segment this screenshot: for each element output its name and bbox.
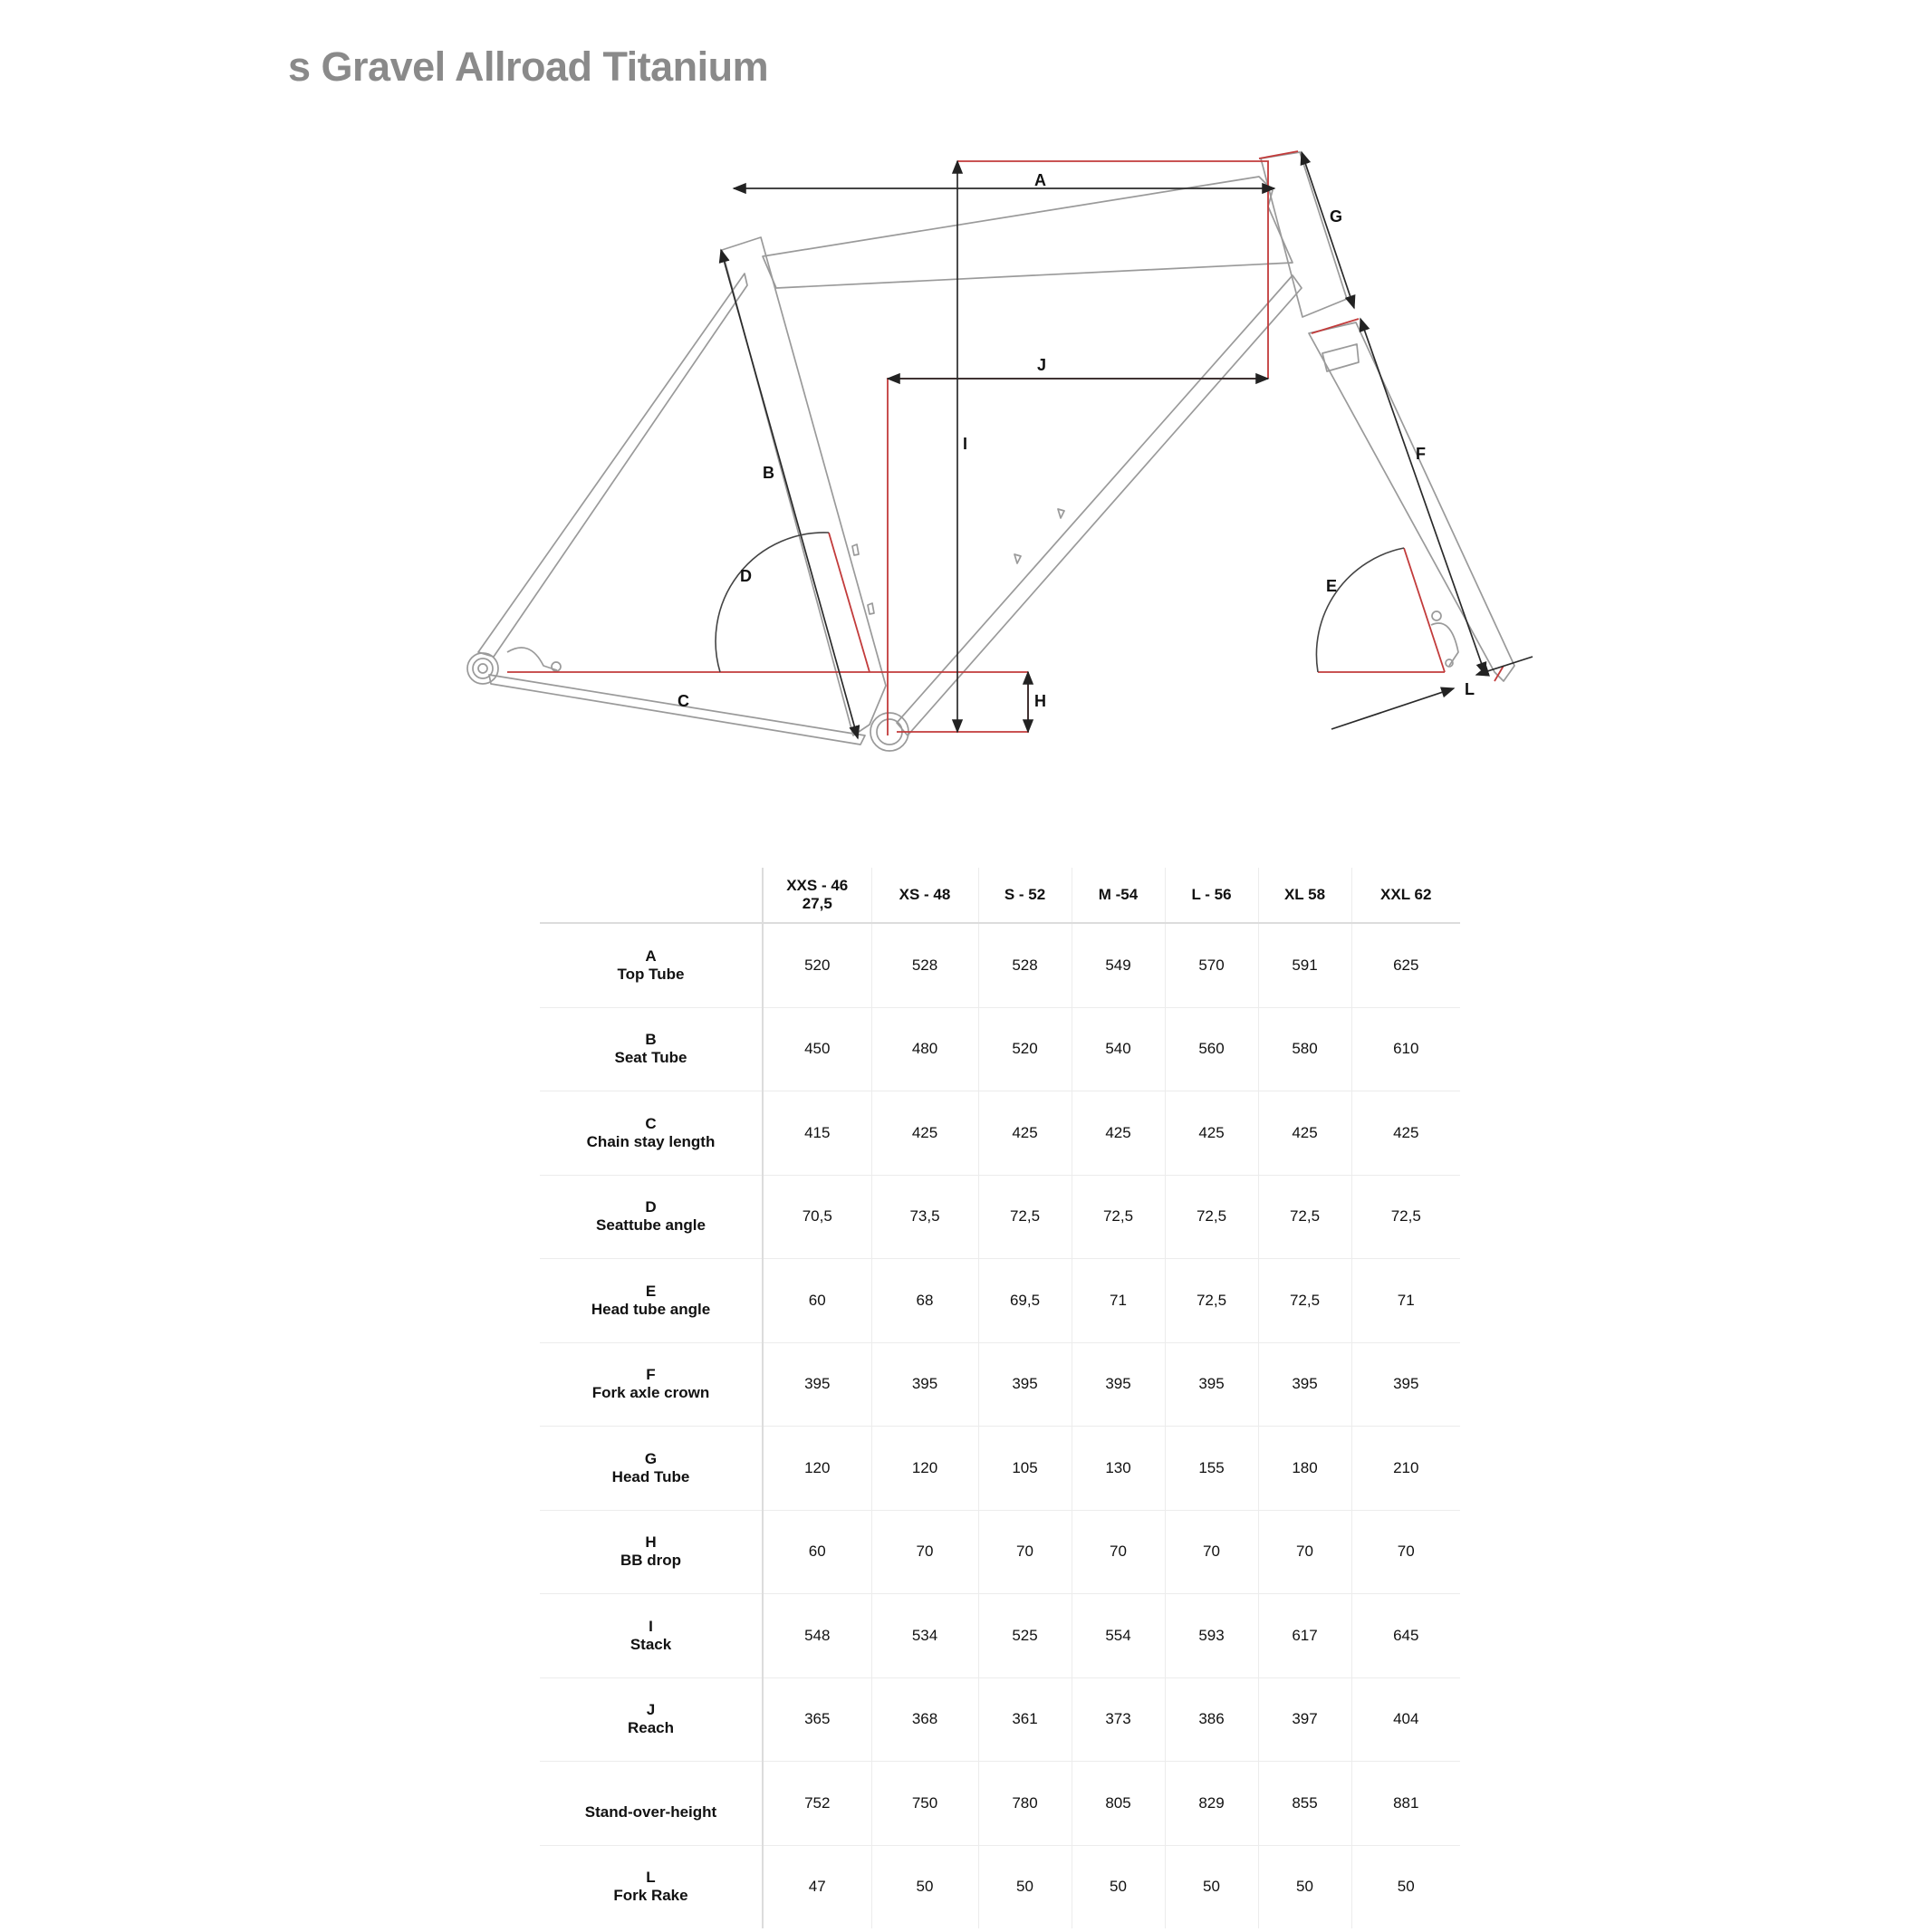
table-cell: 70 (978, 1510, 1072, 1594)
table-cell: 50 (1072, 1845, 1165, 1928)
table-cell: 72,5 (1165, 1175, 1258, 1259)
table-cell: 480 (871, 1007, 978, 1091)
row-name: Seat Tube (614, 1049, 687, 1067)
table-cell: 105 (978, 1427, 1072, 1511)
row-letter: C (645, 1114, 657, 1132)
size-header: M -54 (1072, 868, 1165, 923)
table-cell: 540 (1072, 1007, 1165, 1091)
table-cell: 404 (1351, 1677, 1460, 1762)
row-label (540, 1259, 763, 1343)
table-cell: 805 (1072, 1762, 1165, 1846)
table-cell: 50 (871, 1845, 978, 1928)
table-cell: 70 (1165, 1510, 1258, 1594)
size-header: L - 56 (1165, 868, 1258, 923)
table-cell: 425 (871, 1091, 978, 1176)
table-cell: 70 (1072, 1510, 1165, 1594)
row-letter: H (645, 1533, 657, 1552)
table-cell: 361 (978, 1677, 1072, 1762)
table-row (540, 1594, 1460, 1678)
label-g: G (1330, 207, 1343, 226)
table-row (540, 1510, 1460, 1594)
table-cell: 70 (871, 1510, 978, 1594)
row-label (540, 1007, 763, 1091)
table-cell: 72,5 (1258, 1259, 1351, 1343)
row-name: Head tube angle (591, 1300, 711, 1318)
table-cell: 69,5 (978, 1259, 1072, 1343)
table-cell: 617 (1258, 1594, 1351, 1678)
table-cell: 534 (871, 1594, 978, 1678)
table-cell: 373 (1072, 1677, 1165, 1762)
size-header: XXS - 46 27,5 (763, 868, 871, 923)
reference-lines (507, 151, 1504, 735)
table-cell: 210 (1351, 1427, 1460, 1511)
table-cell: 397 (1258, 1677, 1351, 1762)
label-h: H (1034, 692, 1046, 710)
table-cell: 752 (763, 1762, 871, 1846)
row-letter: I (649, 1617, 653, 1635)
table-cell: 520 (763, 923, 871, 1007)
row-letter: E (645, 1282, 657, 1300)
table-cell: 780 (978, 1762, 1072, 1846)
row-letter: A (645, 947, 657, 965)
table-row (540, 923, 1460, 1007)
table-cell: 554 (1072, 1594, 1165, 1678)
table-cell: 625 (1351, 923, 1460, 1007)
table-cell: 155 (1165, 1427, 1258, 1511)
size-header: XL 58 (1258, 868, 1351, 923)
table-cell: 68 (871, 1259, 978, 1343)
table-cell: 50 (1258, 1845, 1351, 1928)
table-cell: 395 (1072, 1342, 1165, 1427)
row-label (540, 1762, 763, 1846)
table-cell: 50 (1351, 1845, 1460, 1928)
table-cell: 70 (1258, 1510, 1351, 1594)
table-cell: 560 (1165, 1007, 1258, 1091)
row-label (540, 1342, 763, 1427)
table-cell: 72,5 (1258, 1175, 1351, 1259)
table-row (540, 1342, 1460, 1427)
row-name: Head Tube (611, 1467, 690, 1485)
table-cell: 548 (763, 1594, 871, 1678)
frame-drawing (453, 136, 1585, 770)
row-letter: J (646, 1701, 656, 1719)
table-cell: 591 (1258, 923, 1351, 1007)
table-cell: 70 (1351, 1510, 1460, 1594)
table-row (540, 1091, 1460, 1176)
table-row (540, 1677, 1460, 1762)
geometry-table (540, 868, 1460, 1928)
table-cell: 73,5 (871, 1175, 978, 1259)
table-cell: 425 (1351, 1091, 1460, 1176)
table-cell: 72,5 (978, 1175, 1072, 1259)
table-cell: 549 (1072, 923, 1165, 1007)
table-row (540, 1175, 1460, 1259)
label-d: D (740, 567, 752, 585)
row-name: Chain stay length (586, 1132, 716, 1150)
table-cell: 71 (1351, 1259, 1460, 1343)
table-cell: 593 (1165, 1594, 1258, 1678)
row-name: BB drop (620, 1552, 682, 1570)
size-header-row (540, 868, 1460, 923)
table-cell: 47 (763, 1845, 871, 1928)
label-l: L (1465, 680, 1475, 698)
row-label (540, 1845, 763, 1928)
table-cell: 881 (1351, 1762, 1460, 1846)
table-cell: 425 (1165, 1091, 1258, 1176)
row-name: Stand-over-height (584, 1802, 717, 1821)
row-name: Fork axle crown (591, 1384, 710, 1402)
table-cell: 50 (1165, 1845, 1258, 1928)
table-cell: 60 (763, 1259, 871, 1343)
table-cell: 72,5 (1072, 1175, 1165, 1259)
size-header: S - 52 (978, 868, 1072, 923)
table-row (540, 1007, 1460, 1091)
table-row (540, 1845, 1460, 1928)
table-cell: 386 (1165, 1677, 1258, 1762)
row-letter: B (645, 1031, 657, 1049)
table-cell: 528 (978, 923, 1072, 1007)
label-c: C (678, 692, 689, 710)
frame-outline (467, 152, 1514, 751)
table-cell: 415 (763, 1091, 871, 1176)
table-cell: 645 (1351, 1594, 1460, 1678)
row-letter: G (644, 1449, 658, 1467)
table-cell: 610 (1351, 1007, 1460, 1091)
row-label (540, 923, 763, 1007)
table-cell: 365 (763, 1677, 871, 1762)
row-label (540, 1510, 763, 1594)
table-cell: 395 (1258, 1342, 1351, 1427)
table-cell: 120 (871, 1427, 978, 1511)
table-cell: 130 (1072, 1427, 1165, 1511)
header-corner (540, 868, 763, 923)
table-cell: 395 (1351, 1342, 1460, 1427)
row-label (540, 1175, 763, 1259)
table-cell: 750 (871, 1762, 978, 1846)
table-cell: 570 (1165, 923, 1258, 1007)
frame-geometry-diagram (453, 136, 1585, 770)
table-cell: 70,5 (763, 1175, 871, 1259)
table-cell: 395 (763, 1342, 871, 1427)
row-name: Seattube angle (596, 1216, 706, 1235)
table-cell: 395 (871, 1342, 978, 1427)
row-letter: L (646, 1869, 656, 1887)
table-cell: 450 (763, 1007, 871, 1091)
row-letter: D (645, 1198, 657, 1216)
label-i: I (963, 435, 968, 453)
table-row (540, 1762, 1460, 1846)
table-cell: 395 (1165, 1342, 1258, 1427)
label-e: E (1326, 577, 1338, 595)
dimension-arrows (716, 152, 1533, 738)
row-label (540, 1427, 763, 1511)
table-cell: 829 (1165, 1762, 1258, 1846)
size-header: XS - 48 (871, 868, 978, 923)
row-name: Stack (630, 1635, 672, 1653)
row-name: Reach (627, 1719, 675, 1737)
table-row (540, 1427, 1460, 1511)
table-cell: 395 (978, 1342, 1072, 1427)
row-letter: F (646, 1366, 656, 1384)
label-j: J (1037, 356, 1047, 374)
table-cell: 180 (1258, 1427, 1351, 1511)
row-label (540, 1594, 763, 1678)
row-label (540, 1677, 763, 1762)
table-row (540, 1259, 1460, 1343)
table-cell: 50 (978, 1845, 1072, 1928)
table-cell: 72,5 (1165, 1259, 1258, 1343)
table-cell: 528 (871, 923, 978, 1007)
size-header: XXL 62 (1351, 868, 1460, 923)
row-name: Fork Rake (613, 1887, 688, 1905)
row-letter (540, 1785, 762, 1803)
table-cell: 120 (763, 1427, 871, 1511)
table-cell: 520 (978, 1007, 1072, 1091)
table-cell: 425 (1258, 1091, 1351, 1176)
row-name: Top Tube (617, 965, 685, 983)
table-cell: 368 (871, 1677, 978, 1762)
label-a: A (1034, 171, 1046, 189)
table-cell: 72,5 (1351, 1175, 1460, 1259)
table-cell: 855 (1258, 1762, 1351, 1846)
table-cell: 525 (978, 1594, 1072, 1678)
page-title: s Gravel Allroad Titanium (288, 43, 769, 90)
table-cell: 425 (978, 1091, 1072, 1176)
table-cell: 60 (763, 1510, 871, 1594)
row-label (540, 1091, 763, 1176)
label-f: F (1416, 445, 1426, 463)
table-cell: 425 (1072, 1091, 1165, 1176)
table-cell: 71 (1072, 1259, 1165, 1343)
label-b: B (763, 464, 774, 482)
table-cell: 580 (1258, 1007, 1351, 1091)
